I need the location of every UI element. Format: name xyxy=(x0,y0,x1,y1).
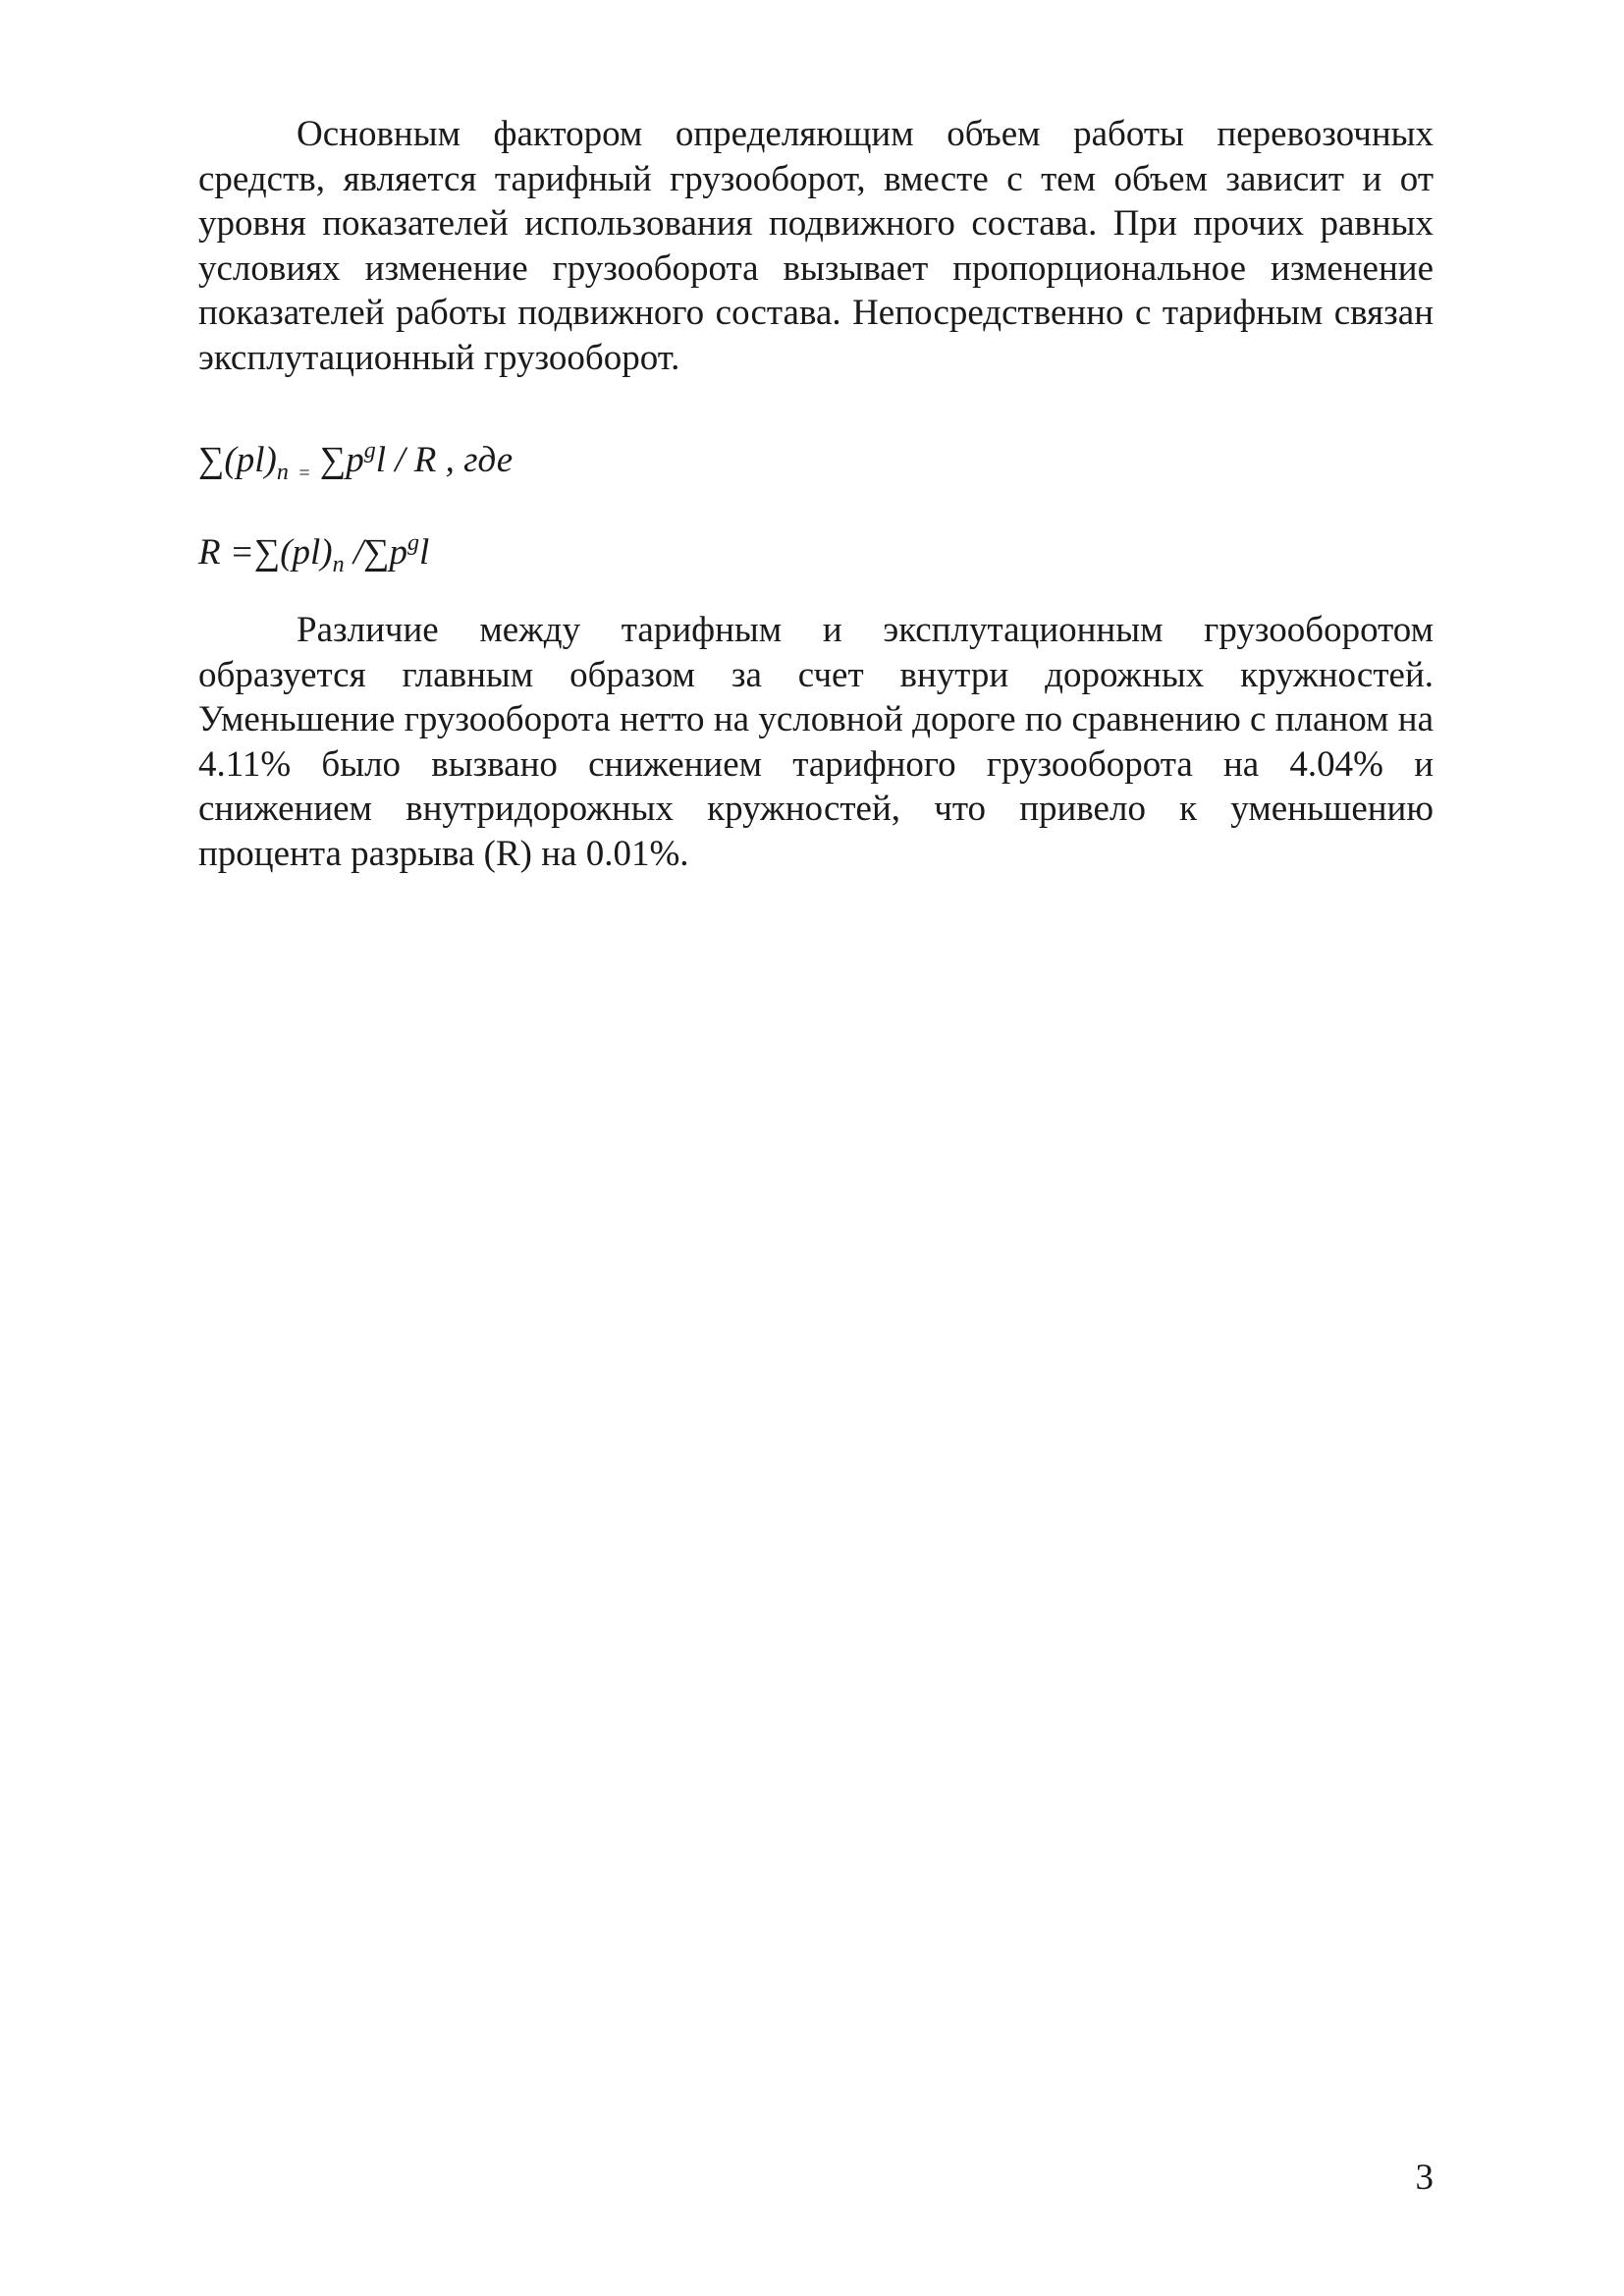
formula-1-lhs: ∑(pl) xyxy=(198,440,277,480)
formula-1-rhs-sum: ∑p xyxy=(319,440,364,480)
formula-2-rhs-superscript: g xyxy=(407,530,420,556)
page-number: 3 xyxy=(1415,2158,1434,2198)
paragraph-turnover-difference: Различие между тарифным и эксплутационным грузооборотом образуется главным образом за счет внутри дорожных кружностей. Уменьшение грузооборота нетто на условной дороге по сравнению с планом на 4.11% было вызвано снижением тарифного грузооборота на 4.04% и снижением внутридорожных кружностей, что привело к уменьшению процента разрыва (R) на 0.01%. xyxy=(198,610,1434,874)
formula-1-equals: = xyxy=(298,463,311,484)
formula-2-lhs-subscript: n xyxy=(332,552,345,577)
formula-1-rhs-rest: l / R , где xyxy=(375,440,514,480)
formula-operational-turnover xyxy=(198,428,513,496)
formula-2-rhs-rest: l xyxy=(419,532,430,573)
paragraph-freight-turnover: Основным фактором определяющим объем работы перевозочных средств, является тарифный грузооборот, вместе с тем объем зависит и от уровня показателей использования подвижного состава. При прочих равных условиях изменение грузооборота вызывает пропорциональное изменение показателей работы подвижного состава. Непосредственно с тарифным связан эксплутационный грузооборот. xyxy=(198,114,1434,378)
formula-gap-ratio xyxy=(198,520,429,587)
formula-1-rhs-superscript: g xyxy=(363,438,376,464)
formula-1-lhs-subscript: n xyxy=(276,460,289,485)
formula-2-lhs: R =∑(pl) xyxy=(198,532,333,573)
formula-2-rhs-sum: /∑p xyxy=(344,532,408,573)
